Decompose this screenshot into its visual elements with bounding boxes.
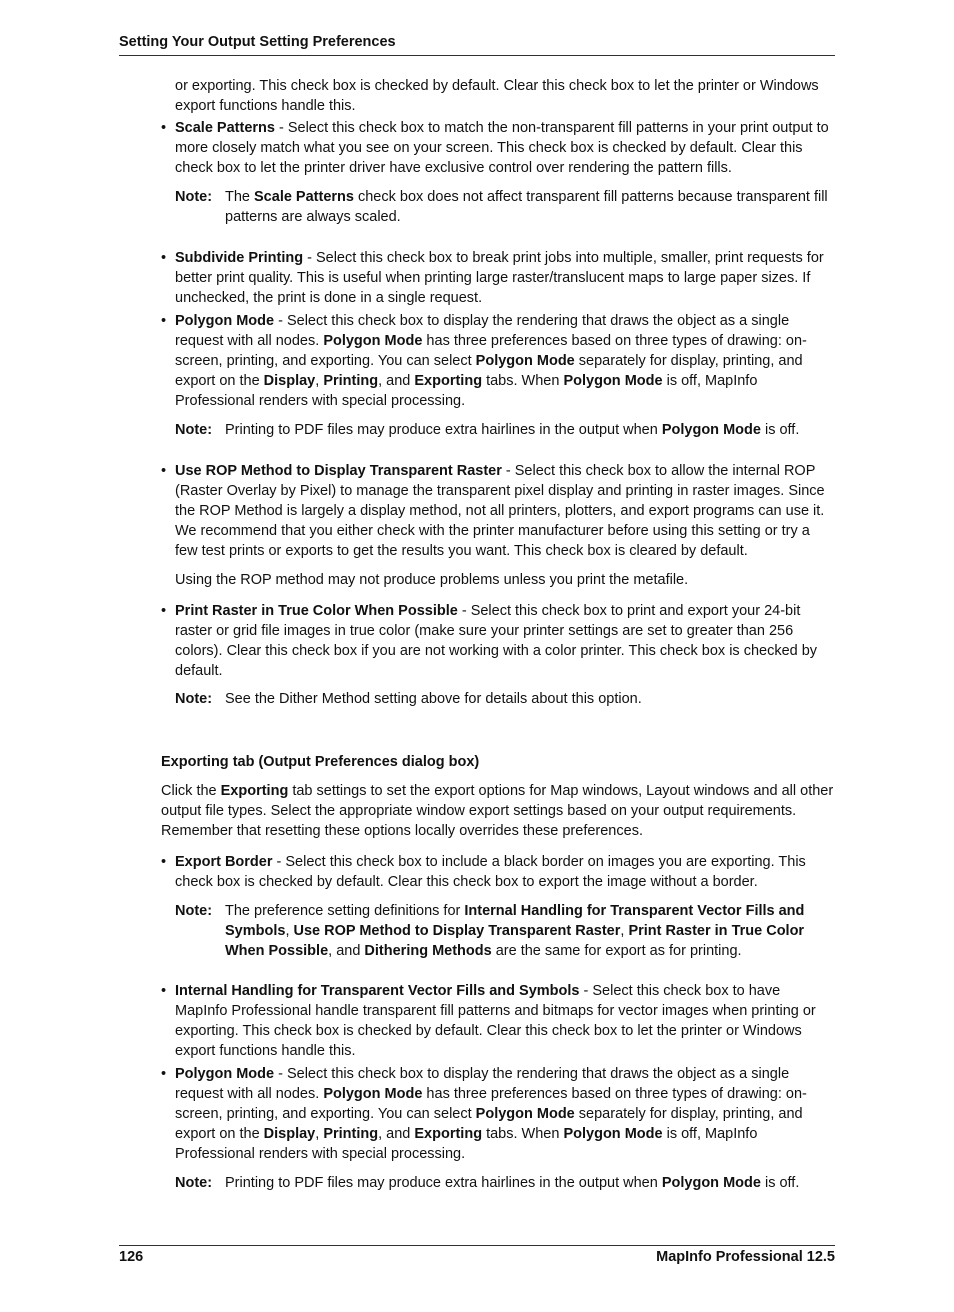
page-content <box>119 76 835 1193</box>
intro-continuation: or exporting. This check box is checked by default. Clear this check box to let the printer or Windows export functions handle this. <box>175 78 819 114</box>
list-item-rop-method: • Use ROP Method to Display Transparent Raster - Select this check box to allow the internal ROP (Raster Overlay by Pixel) to manage the transparent pixel display and printing in raster images. Since the ROP Method is largely a display method, not all printers, plotters, and export programs can use it. We recommend that you either check with the printer manufacturer before using this setting or try a few test prints or exports to get the results you want. This check box is cleared by default. <box>161 463 825 559</box>
note-scale-patterns: Note: The Scale Patterns check box does not affect transparent fill patterns because transparent fill patterns are always scaled. <box>175 189 828 225</box>
note-label: Note: <box>175 189 213 205</box>
list-item-polygon-mode: • Polygon Mode - Select this check box to display the rendering that draws the object as a single request with all nodes. Polygon Mode has three preferences based on three types of drawing: on-screen, printing, and exporting. You can select Polygon Mode separately for display, printing, and export on the Display, Printing, and Exporting tabs. When Polygon Mode is off, MapInfo Professional renders with special processing. <box>161 313 807 409</box>
bullet-glyph: • <box>161 1066 167 1082</box>
note-label: Note: <box>175 422 213 438</box>
bullet-glyph: • <box>161 983 167 999</box>
footer-page-number: 126 <box>119 1249 144 1265</box>
note-polygon-mode-export: Note: Printing to PDF files may produce extra hairlines in the output when Polygon Mode is off. <box>175 1175 800 1191</box>
bullet-glyph: • <box>161 120 167 136</box>
bullet-glyph: • <box>161 313 167 329</box>
note-label: Note: <box>175 1175 213 1191</box>
note-label: Note: <box>175 691 213 707</box>
list-item-print-raster: • Print Raster in True Color When Possible - Select this check box to print and export your 24-bit raster or grid file images in true color (make sure your printer settings are set to greater than 256 colors). Clear this check box if you are not working with a color printer. This check box is checked by default. <box>161 603 818 679</box>
term-scale-patterns: Scale Patterns <box>175 120 275 136</box>
bullet-glyph: • <box>161 463 167 479</box>
note-print-raster: Note: See the Dither Method setting above for details about this option. <box>175 691 642 707</box>
bullet-glyph: • <box>161 250 167 266</box>
list-item-polygon-mode-export: • Polygon Mode - Select this check box to display the rendering that draws the object as a single request with all nodes. Polygon Mode has three preferences based on three types of drawing: on-screen, printing, and exporting. You can select Polygon Mode separately for display, printing, and export on the Display, Printing, and Exporting tabs. When Polygon Mode is off, MapInfo Professional renders with special processing. <box>161 1066 807 1162</box>
bullet-glyph: • <box>161 854 167 870</box>
note-export-border: Note: The preference setting definitions for Internal Handling for Transparent Vector Fills and Symbols, Use ROP Method to Display Transparent Raster, Print Raster in True Color When Possible, and Dithering Methods are the same for export as for printing. <box>175 903 805 959</box>
list-item-internal-handling: • Internal Handling for Transparent Vector Fills and Symbols - Select this check box to have MapInfo Professional handle transparent fill patterns and bitmaps for vector images when printing or exporting. This check box is checked by default. Clear this check box to let the printer or Windows export functions handle this. <box>161 983 816 1059</box>
header-rule <box>119 55 835 56</box>
exporting-intro-paragraph: Click the Exporting tab settings to set the export options for Map windows, Layout windows and all other output file types. Select the appropriate window export settings based on your output requirements. Remember that resetting these options locally overrides these preferences. <box>161 783 834 839</box>
bullet-glyph: • <box>161 603 167 619</box>
list-item-scale-patterns: • Scale Patterns - Select this check box to match the non-transparent fill patterns in your print output to more closely match what you see on your screen. This check box is checked by default. Clear this check box to let the printer driver have exclusive control over rendering the pattern fills. <box>161 120 829 176</box>
list-item-export-border: • Export Border - Select this check box to include a black border on images you are exporting. This check box is checked by default. Clear this check box to export the image without a border. <box>161 854 806 890</box>
section-heading-exporting-tab: Exporting tab (Output Preferences dialog box) <box>161 754 480 770</box>
page-header-title: Setting Your Output Setting Preferences <box>119 34 396 50</box>
rop-extra-paragraph: Using the ROP method may not produce problems unless you print the metafile. <box>175 572 689 588</box>
footer-product-name: MapInfo Professional 12.5 <box>656 1249 835 1265</box>
note-polygon-mode: Note: Printing to PDF files may produce extra hairlines in the output when Polygon Mode is off. <box>175 422 800 438</box>
list-item-subdivide-printing: • Subdivide Printing - Select this check box to break print jobs into multiple, smaller, print requests for better print quality. This is useful when printing large raster/translucent maps to large paper sizes. If unchecked, the print is done in a single request. <box>161 250 824 306</box>
footer-rule <box>119 1245 835 1246</box>
note-label: Note: <box>175 903 213 919</box>
